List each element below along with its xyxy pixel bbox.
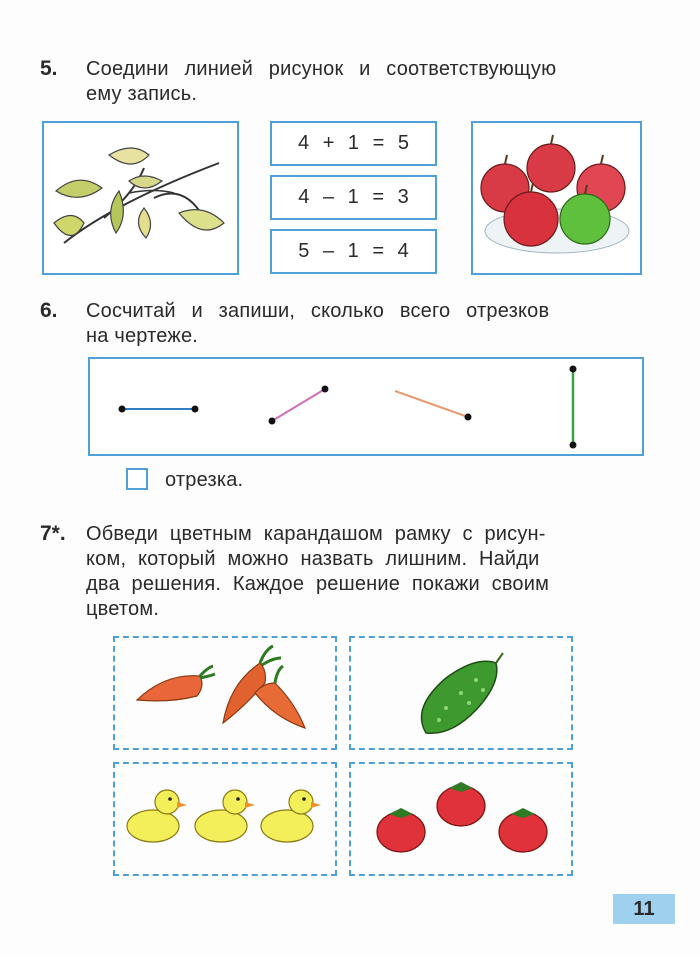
task-5-text xyxy=(86,57,656,107)
segment-2 xyxy=(269,386,329,425)
leaves-picture-frame[interactable] xyxy=(42,121,239,275)
task-6-text-line1: Сосчитай и запиши, сколько всего отрезков xyxy=(86,300,550,322)
task-7-text xyxy=(86,522,656,622)
carrots-frame[interactable] xyxy=(113,636,337,750)
tomatoes-frame[interactable] xyxy=(349,762,573,876)
leaves-branch-image xyxy=(44,123,237,273)
equation-box-3[interactable]: 5 – 1 = 4 xyxy=(270,229,437,274)
page-number: 11 xyxy=(613,894,675,924)
task-5-text-line2: ему запись. xyxy=(86,83,198,105)
task-5-text-line1: Соедини линией рисунок и соответствующую xyxy=(86,58,557,80)
ducklings-frame[interactable] xyxy=(113,762,337,876)
task-7-text-line2: ком, который можно назвать лишним. Найди xyxy=(86,548,540,570)
cucumber-image xyxy=(351,638,571,748)
task-6-text xyxy=(86,299,656,349)
segment-count-answer-box[interactable] xyxy=(126,468,148,490)
task-6-number: 6. xyxy=(40,299,58,322)
tomatoes-image xyxy=(351,764,571,874)
segment-count-label: отрезка. xyxy=(165,469,244,491)
segment-3 xyxy=(395,391,472,421)
task-7-text-line4: цветом. xyxy=(86,598,160,620)
cucumber-frame[interactable] xyxy=(349,636,573,750)
carrots-image xyxy=(115,638,335,748)
equation-box-1[interactable]: 4 + 1 = 5 xyxy=(270,121,437,166)
segment-1 xyxy=(119,406,199,413)
task-7-text-line1: Обведи цветным карандашом рамку с рисун- xyxy=(86,523,546,545)
segments-drawing-frame xyxy=(88,357,644,456)
apples-image xyxy=(473,123,640,273)
task-6-text-line2: на чертеже. xyxy=(86,325,199,347)
task-7-text-line3: два решения. Каждое решение покажи своим xyxy=(86,573,550,595)
segments-drawing xyxy=(90,359,642,454)
equation-box-2[interactable]: 4 – 1 = 3 xyxy=(270,175,437,220)
apples-picture-frame[interactable] xyxy=(471,121,642,275)
ducklings-image xyxy=(115,764,335,874)
segment-4 xyxy=(570,366,577,449)
task-7-number: 7*. xyxy=(40,522,66,545)
task-5-number: 5. xyxy=(40,57,58,80)
